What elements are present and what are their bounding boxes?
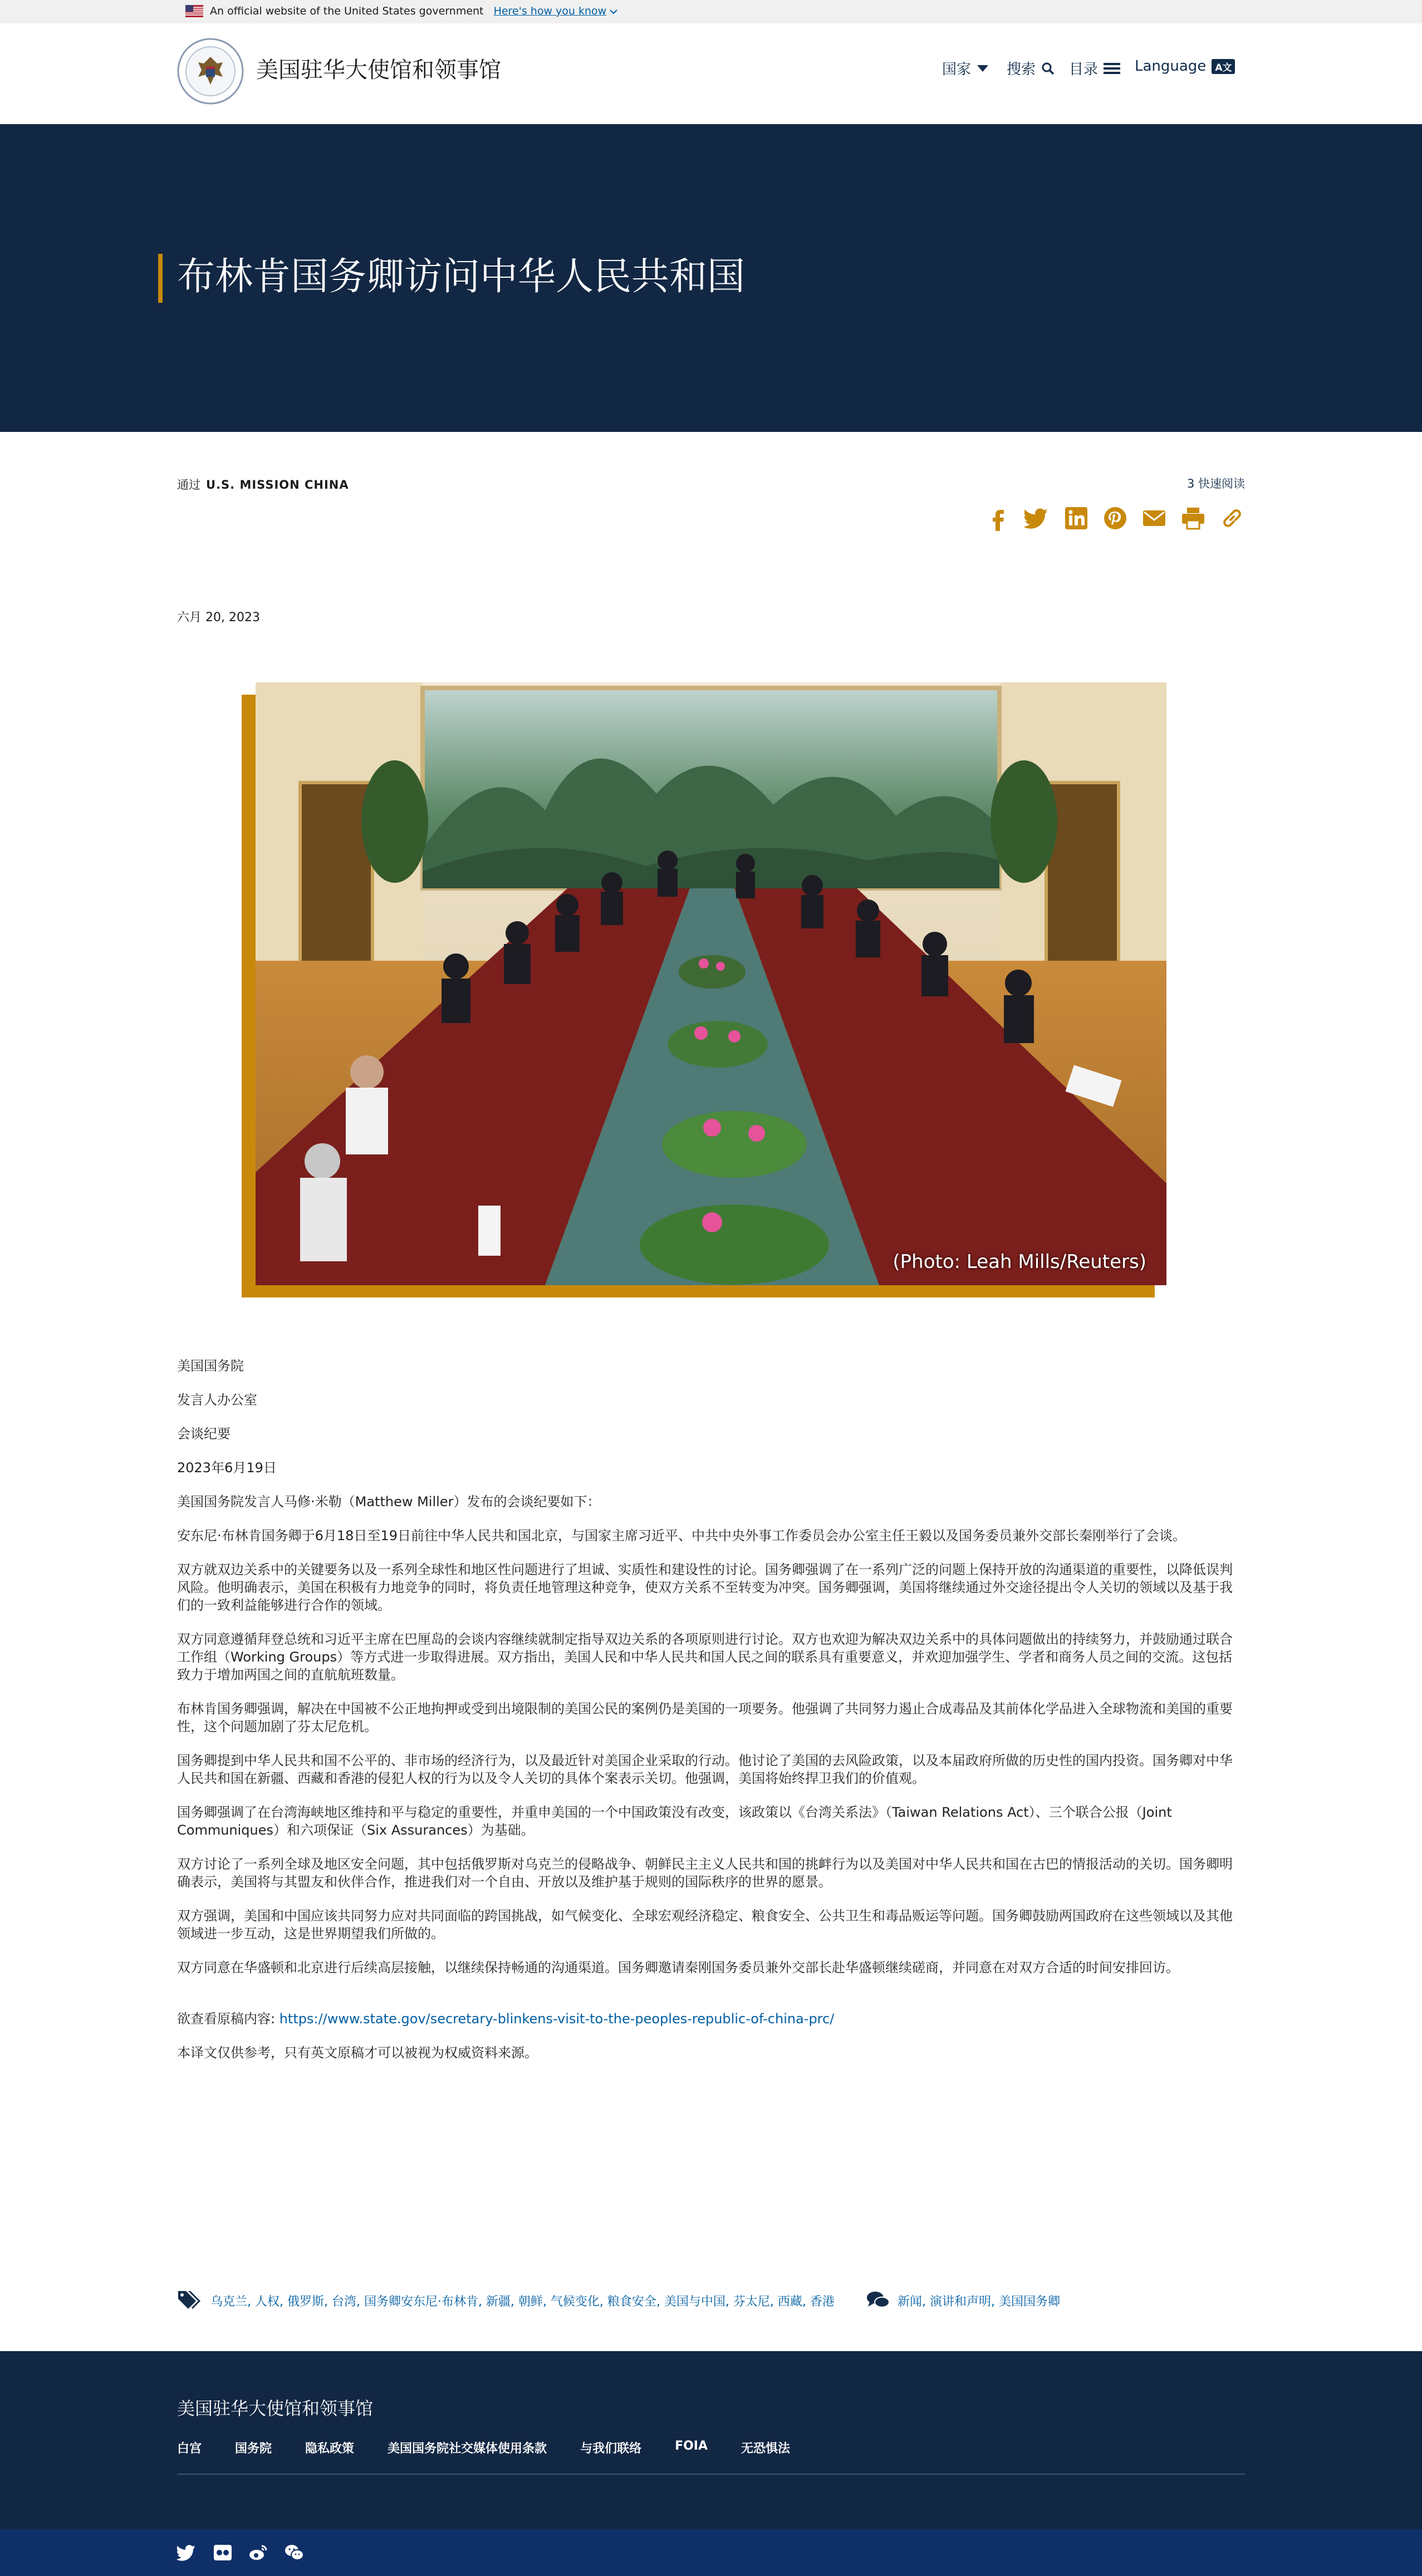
chevron-down-icon[interactable] [610, 9, 617, 14]
nav-menu-label: 目录 [1069, 61, 1099, 78]
paragraph: 双方同意在华盛顿和北京进行后续高层接触，以继续保持畅通的沟通渠道。国务卿邀请秦刚国务委员兼外交部长赴华盛顿继续磋商，并同意在对双方合适的时间安排回访。 [177, 1960, 1179, 1975]
facebook-icon[interactable] [985, 505, 1011, 531]
site-name[interactable]: 美国驻华大使馆和领事馆 [256, 57, 501, 83]
footer-link-foia[interactable]: FOIA [675, 2439, 708, 2453]
footer-site-name[interactable]: 美国驻华大使馆和领事馆 [177, 2398, 374, 2419]
hero-banner [0, 124, 1422, 432]
footer-link-state-dept[interactable]: 国务院 [235, 2442, 272, 2456]
paragraph: 国务卿强调了在台湾海峡地区维持和平与稳定的重要性，并重申美国的一个中国政策没有改变，该政策以《台湾关系法》（Taiwan Relations Act）、三个联合公报（Joint Communiques）和六项保证（Six Assurances）为基础。 [177, 1805, 1172, 1838]
twitter-icon[interactable] [1024, 505, 1050, 531]
email-icon[interactable] [1141, 505, 1167, 531]
weibo-icon[interactable] [248, 2543, 268, 2563]
search-icon [1041, 62, 1055, 75]
paragraph: 安东尼·布林肯国务卿于6月18日至19日前往中华人民共和国北京，与国家主席习近平、中共中央外事工作委员会办公室主任王毅以及国务委员兼外交部长秦刚举行了会谈。 [177, 1528, 1186, 1543]
footer-link-social-media-terms[interactable]: 美国国务院社交媒体使用条款 [388, 2442, 547, 2456]
byline-author-link[interactable]: U.S. MISSION CHINA [206, 478, 349, 491]
source-line [177, 2010, 1245, 2028]
photo-credit: (Photo: Leah Mills/Reuters) [893, 1251, 1146, 1273]
heres-how-you-know-link[interactable]: Here's how you know [493, 5, 607, 17]
source-label: 欲查看原稿内容: [177, 2011, 280, 2027]
print-icon[interactable] [1180, 505, 1206, 531]
nav-country-menu[interactable] [942, 58, 989, 78]
comments-icon [866, 2289, 890, 2311]
page-title: 布林肯国务卿访问中华人民共和国 [177, 255, 746, 299]
category-tags[interactable]: 新闻, 演讲和声明, 美国国务卿 [898, 2295, 1060, 2309]
paragraph: 双方就双边关系中的关键要务以及一系列全球性和地区性问题进行了坦诚、实质性和建设性的讨论。国务卿强调了在一系列广泛的问题上保持开放的沟通渠道的重要性，以降低误判风险。他明确表示，美国在积极有力地竞争的同时，将负责任地管理这种竞争，使双方关系不至转变为冲突。国务卿强调，美国将继续通过外交途径提出令人关切的领域以及基于我们的一致利益能够进行合作的领域。 [177, 1562, 1233, 1613]
byline [177, 476, 349, 493]
wechat-icon[interactable] [284, 2543, 304, 2563]
meeting-room-illustration [256, 682, 1166, 1285]
nav-search-button[interactable] [1007, 58, 1055, 78]
site-header [0, 23, 1422, 124]
paragraph: 双方讨论了一系列全球及地区安全问题，其中包括俄罗斯对乌克兰的侵略战争、朝鲜民主主义人民共和国的挑衅行为以及美国对中华人民共和国在古巴的情报活动的关切。国务卿明确表示，美国将与其盟友和伙伴合作，推进我们对一个自由、开放以及维护基于规则的国际秩序的世界的愿景。 [177, 1856, 1233, 1890]
article-photo [256, 682, 1166, 1285]
paragraph: 国务卿提到中华人民共和国不公平的、非市场的经济行为，以及最近针对美国企业采取的行动。他讨论了美国的去风险政策，以及本届政府所做的历史性的国内投资。国务卿对中华人民共和国在新疆、西藏和香港的侵犯人权的行为以及令人关切的具体个案表示关切。他强调，美国将始终捍卫我们的价值观。 [177, 1753, 1233, 1786]
paragraph: 会谈纪要 [177, 1426, 231, 1442]
nav-country-label: 国家 [942, 61, 972, 78]
footer-link-privacy[interactable]: 隐私政策 [305, 2442, 355, 2456]
publish-date: 六月 20, 2023 [177, 611, 260, 625]
gov-banner-text: An official website of the United States government [210, 5, 484, 17]
paragraph: 双方同意遵循拜登总统和习近平主席在巴厘岛的会谈内容继续就制定指导双边关系的各项原则进行讨论。双方也欢迎为解决双边关系中的具体问题做出的持续努力，并鼓励通过联合工作组（Working Groups）等方式进一步取得进展。双方指出，美国人民和中华人民共和国人民之间的联系具有重要意义，并欢迎加强学生、学者和商务人员之间的交流。这包括致力于增加两国之间的直航航班数量。 [177, 1631, 1233, 1683]
paragraph: 双方强调，美国和中国应该共同努力应对共同面临的跨国挑战，如气候变化、全球宏观经济稳定、粮食安全、公共卫生和毒品贩运等问题。国务卿鼓励两国政府在这些领域以及其他领域进一步互动，这是世界期望我们所做的。 [177, 1908, 1233, 1941]
flickr-icon[interactable] [213, 2543, 233, 2563]
copy-link-icon[interactable] [1219, 505, 1245, 531]
disclaimer: 本译文仅供参考，只有英文原稿才可以被视为权威资料来源。 [177, 2045, 538, 2061]
footer-link-no-fear-act[interactable]: 无恐惧法 [741, 2442, 791, 2456]
paragraph: 布林肯国务卿强调，解决在中国被不公正地拘押或受到出境限制的美国公民的案例仍是美国的一项要务。他强调了共同努力遏止合成毒品及其前体化学品进入全球物流和美国的重要性，这个问题加剧了芬太尼危机。 [177, 1701, 1233, 1734]
twitter-icon[interactable] [177, 2543, 197, 2563]
topic-tags[interactable]: 乌克兰, 人权, 俄罗斯, 台湾, 国务卿安东尼·布林肯, 新疆, 朝鲜, 气候变化, 粮食安全, 美国与中国, 芬太尼, 西藏, 香港 [210, 2295, 835, 2309]
byline-prefix: 通过 [177, 478, 200, 491]
nav-language-label: Language [1135, 58, 1207, 75]
site-footer [0, 2351, 1422, 2576]
nav-language-button[interactable] [1135, 58, 1235, 75]
us-flag-icon [185, 5, 203, 17]
nav-menu-button[interactable] [1069, 58, 1120, 78]
social-bar [0, 2529, 1422, 2576]
paragraph: 发言人办公室 [177, 1392, 257, 1408]
linkedin-icon[interactable] [1063, 505, 1089, 531]
footer-link-whitehouse[interactable]: 白宫 [177, 2442, 202, 2456]
share-bar [985, 505, 1245, 531]
embassy-seal-logo[interactable] [177, 38, 244, 105]
paragraph: 美国国务院 [177, 1358, 244, 1374]
pinterest-icon[interactable] [1102, 505, 1128, 531]
caret-down-icon [977, 65, 989, 72]
hamburger-menu-icon [1104, 62, 1120, 75]
footer-links [177, 2439, 790, 2456]
tags-row [177, 2289, 1245, 2311]
tags-icon [177, 2289, 200, 2311]
paragraph: 2023年6月19日 [177, 1460, 277, 1476]
source-link[interactable]: https://www.state.gov/secretary-blinkens-visit-to-the-peoples-republic-of-china-prc/ [279, 2011, 835, 2027]
article-body [177, 1357, 1245, 2078]
hero-accent-bar [158, 254, 163, 303]
translate-icon: A文 [1212, 59, 1235, 74]
gov-banner [0, 0, 1422, 23]
paragraph: 美国国务院发言人马修·米勒（Matthew Miller）发布的会谈纪要如下： [177, 1494, 601, 1510]
footer-divider [177, 2474, 1245, 2475]
footer-link-contact[interactable]: 与我们联络 [580, 2442, 642, 2456]
read-time: 3 快速阅读 [1186, 477, 1245, 490]
nav-search-label: 搜索 [1007, 61, 1036, 78]
